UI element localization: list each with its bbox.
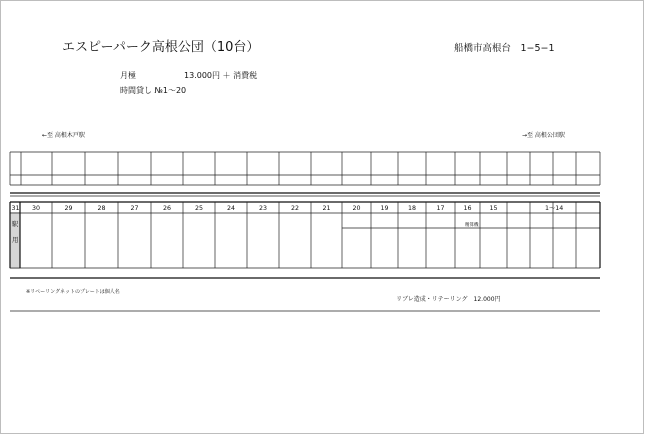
slot-31: 31 [11,205,20,212]
slot-number: 15 [489,205,498,212]
slot-number: 18 [407,205,417,212]
slot-number: 21 [322,205,331,212]
slot-number: 25 [194,205,204,212]
slot-number: 20 [352,205,361,212]
station-char: 駅 [12,221,19,228]
slot-number: 24 [226,205,236,212]
direction-right: →至 高根公団駅 [522,132,565,139]
slot-number: 23 [258,205,268,212]
slot-numbers [32,205,498,212]
road-ticks [10,152,600,185]
slot-number: 17 [436,205,445,212]
page-title: エスピーパーク高根公団（10台） [62,40,260,55]
slot-number: 22 [290,205,300,212]
meter-label: 精算機 [465,223,479,228]
monthly-fee-label: 月極 [120,71,136,80]
note-plate: ※リペーリングネットのプレートは個人名 [26,289,120,295]
slot-number: 29 [64,205,73,212]
note-fee: リブレ造成・リテーリング 12.000円 [396,296,501,303]
station-char: 用 [12,237,19,244]
hourly-parking-label: 時間貸し №1〜20 [120,86,187,95]
address: 船橋市高根台 1−5−1 [454,43,555,54]
direction-left: ←至 高根木戸駅 [42,132,85,139]
slot-range-label: 1〜14 [545,205,564,212]
slot-number: 19 [380,205,389,212]
slot-number: 16 [463,205,472,212]
slot-number: 28 [97,205,106,212]
slot-number: 30 [31,205,41,212]
slot-number: 27 [130,205,139,212]
monthly-fee-value: 13.000円 ＋ 消費税 [184,71,258,80]
slot-number: 26 [162,205,172,212]
